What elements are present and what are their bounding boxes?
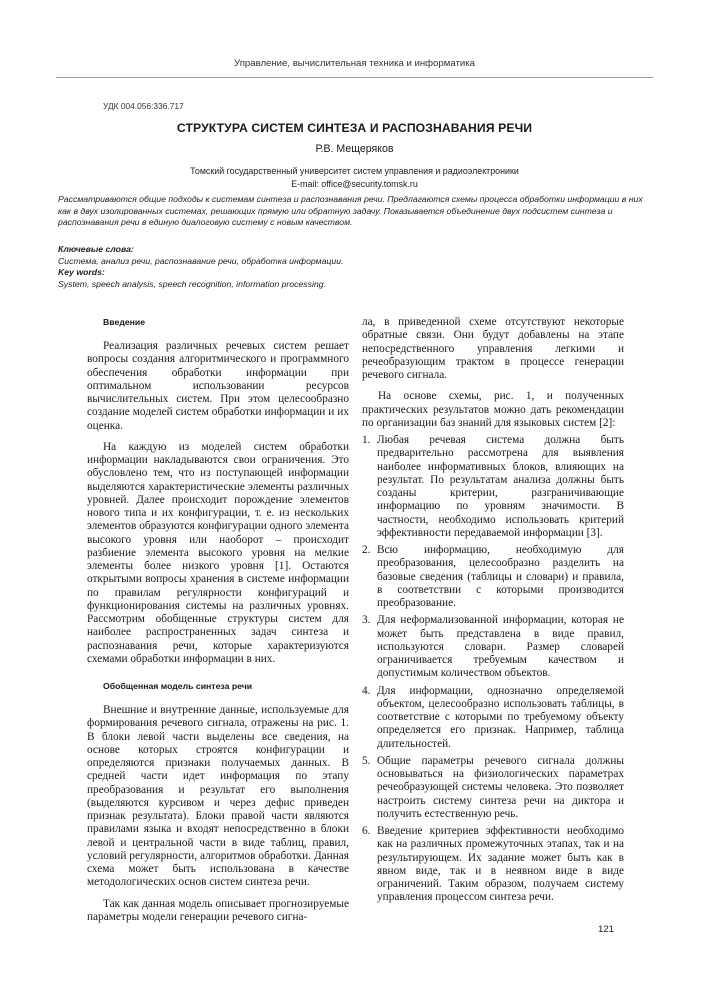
paragraph: Внешние и внутренние данные, используемые для формирования речевого сигнала, отражены на рис. 1. В блоки левой части выделены все сведения, на основе которых строятся конфигурации и определяются признаки получаемых данных. В средней части идет информация по этапу преобразования и результат его выполнения (выделяются курсивом и через дефис приведен признак результата). Блоки правой части являются правилами языка и входят непосредственно в блоки левой и центральной части в виде таблиц, правил, условий регулярности, алгоритмов обработки. Данная схема может быть использована в качестве методологических основ систем синтеза речи. (87, 704, 349, 889)
keywords-en-heading: Key words: (58, 267, 105, 278)
list-item (362, 755, 624, 821)
paragraph: На основе схемы, рис. 1, и полученных практических результатов можно дать рекомендации по организации баз знаний для языковых систем [2]: (362, 390, 624, 429)
list-item-number: 2. (362, 544, 371, 556)
list-item-number: 4. (362, 684, 371, 697)
list-item-number: 5. (362, 754, 371, 767)
list-item-text: Всю информацию, необходимую для преобразования, целесообразно разделить на базовые сведения (таблицы и словари) и правила, в соответствии с которыми производится преобразование. (377, 544, 624, 609)
list-item (362, 544, 624, 610)
paragraph: ла, в приведенной схеме отсутствуют некоторые обратные связи. Они будут добавлены на этапе непосредственного управления легкими и речеобразующим трактом в процессе генерации речевого сигнала. (362, 316, 624, 381)
list-item-number: 3. (362, 614, 371, 627)
list-item-text: Любая речевая система должна быть предварительно рассмотрена для выявления наиболее информативных блоков, влияющих на результат. По результатам анализа должны быть созданы критерии, разграничивающие информацию по уровням значимости. В частности, необходимо использовать критерий эффективности передаваемой информации [3]. (377, 434, 624, 539)
keywords-ru-heading: Ключевые слова: (58, 244, 134, 254)
list-item-number: 1. (362, 434, 371, 446)
left-column (87, 316, 349, 924)
section-heading-introduction: Введение (103, 317, 146, 327)
list-item-text: Для информации, однозначно определяемой объектом, целесообразно использовать таблицы, в соответствие с которыми по требуемому объекту определяется его признак. Например, таблица длительностей. (377, 684, 624, 750)
author-email: E-mail: office@security.tomsk.ru (291, 178, 418, 189)
list-item (362, 685, 624, 751)
keywords-en: System, speech analysis, speech recognition, information processing. (58, 278, 327, 289)
paragraph: Так как данная модель описывает прогнозируемые параметры модели генерации речевого сигна- (87, 897, 349, 923)
page-number: 121 (598, 924, 615, 935)
keywords-block (58, 244, 652, 290)
keywords-ru: Система, анализ речи, распознавание речи, обработка информации. (58, 255, 344, 266)
list-item-number: 6. (362, 825, 371, 837)
paragraph: На каждую из моделей систем обработки информации накладываются свои ограничения. Это обусловлено тем, что из поступающей информации выделяются характеристические элементы различных уровней. Далее происходит порождение элементов нового типа и их конфигурации, т. е. из нескольких элементов образуются конфигурации одного элемента высокого уровня или наоборот – происходит разбиение элемента высокого уровня на мелкие элементы более низкого уровня [1]. Остаются открытыми вопросы хранения в системе информации по правилам регулярности конфигураций и функционирования системы на различных уровнях. Рассмотрим обобщенные структуры систем для наиболее распространенных задач синтеза и распознавания речи, которые характеризуются схемами обработки информации в них. (87, 440, 349, 665)
author-affiliation-block (56, 165, 653, 190)
article-author: Р.В. Мещеряков (315, 143, 394, 155)
article-title: СТРУКТУРА СИСТЕМ СИНТЕЗА И РАСПОЗНАВАНИЯ РЕЧИ (176, 121, 533, 135)
list-item-text: Введение критериев эффективности необходимо как на различных промежуточных этапах, так и на результирующем. Их задание может быть как в явном виде, так и в неявном виде в виде ограничений. Таким образом, получаем систему управления процессом синтеза речи. (377, 825, 624, 904)
right-column (362, 316, 624, 909)
affiliation: Томский государственный университет систем управления и радиоэлектроники (190, 166, 519, 176)
recommendations-list (362, 434, 624, 905)
udk-code: УДК 004.056:336.717 (103, 101, 184, 111)
running-header: Управление, вычислительная техника и информатика (234, 58, 475, 69)
list-item-text: Общие параметры речевого сигнала должны основываться на физиологических параметрах речеобразующей системы человека. Это позволяет настроить систему синтеза речи на диктора и получить естественную речь. (377, 754, 624, 820)
abstract: Рассматриваются общие подходы к системам синтеза и распознавания речи. Предлагаются схемы процесса обработки информации в них как в двух изолированных системах, решающих прямую или обратную задачу. Показывается объединение двух подсистем синтеза и распознавания речи в единую диалоговую систему с новым качеством. (58, 194, 643, 228)
section-heading-synthesis-model: Обобщенная модель синтеза речи (103, 681, 253, 691)
paragraph: Реализация различных речевых систем решает вопросы создания алгоритмического и программного обеспечения обработки информации при оптимальном использовании ресурсов вычислительных систем. При этом целесообразно создание моделей систем обработки информации и их оценка. (87, 340, 349, 432)
list-item (362, 614, 624, 680)
list-item (362, 434, 624, 540)
list-item-text: Для неформализованной информации, которая не может быть представлена в виде правил, используются словари. Размер словарей ограничивается требуемым качеством и допустимым количеством объектов. (377, 614, 624, 680)
list-item (362, 825, 624, 905)
header-divider (56, 77, 653, 78)
